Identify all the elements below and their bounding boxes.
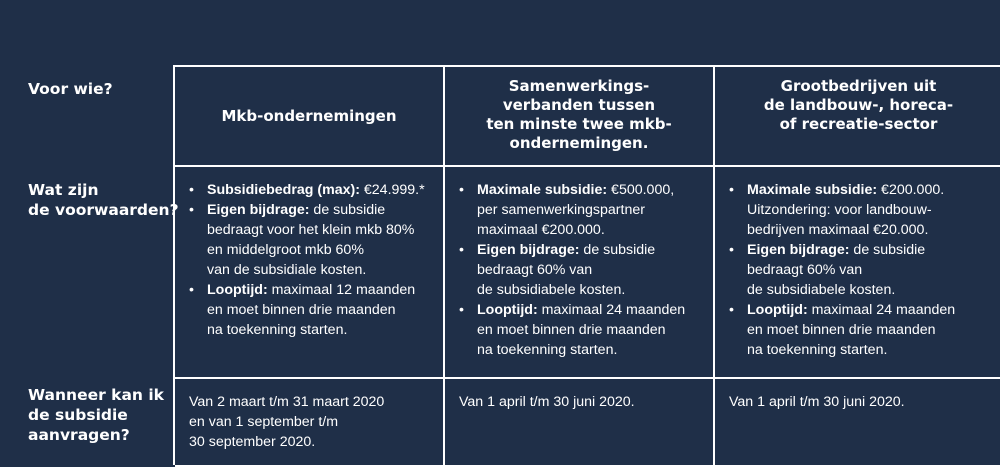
list-item: • Looptijd: maximaal 24 maanden en moet binnen drie maanden na toekenning starten.: [729, 302, 956, 358]
column-header-mkb: Mkb-ondernemingen: [175, 67, 445, 167]
list-item: • Eigen bijdrage: de subsidie bedraagt 60% van de subsidiabele kosten.: [729, 242, 926, 298]
column-header-samenwerking: Samenwerkings- verbanden tussen ten minste twee mkb- ondernemingen.: [445, 67, 715, 167]
conditions-list: [175, 167, 443, 340]
bullet-icon: •: [729, 182, 734, 198]
subsidy-table: [173, 65, 1000, 465]
list-item: • Eigen bijdrage: de subsidie bedraagt voor het klein mkb 80% en middelgroot mkb 60% van de subsidiale kosten.: [189, 202, 415, 278]
when-cell-samenwerking: Van 1 april t/m 30 juni 2020.: [445, 379, 715, 467]
list-item: • Maximale subsidie: €200.000. Uitzondering: voor landbouw- bedrijven maximaal €20.000.: [729, 182, 945, 238]
list-item: • Maximale subsidie: €500.000, per samenwerkingspartner maximaal €200.000.: [459, 182, 675, 238]
bullet-icon: •: [189, 202, 194, 218]
bullet-icon: •: [459, 242, 464, 258]
row-header-who: Voor wie?: [28, 80, 113, 98]
row-header-conditions: Wat zijn de voorwaarden?: [28, 181, 179, 219]
bullet-icon: •: [189, 182, 194, 198]
bullet-icon: •: [729, 302, 734, 318]
bullet-icon: •: [189, 282, 194, 298]
conditions-cell-mkb: [175, 167, 445, 379]
when-cell-mkb: Van 2 maart t/m 31 maart 2020 en van 1 september t/m 30 september 2020.: [175, 379, 445, 467]
conditions-list: [715, 167, 1000, 360]
list-item: • Looptijd: maximaal 12 maanden en moet binnen drie maanden na toekenning starten.: [189, 282, 416, 338]
list-item: • Eigen bijdrage: de subsidie bedraagt 60% van de subsidiabele kosten.: [459, 242, 656, 298]
list-item: • Looptijd: maximaal 24 maanden en moet binnen drie maanden na toekenning starten.: [459, 302, 686, 358]
bullet-icon: •: [729, 242, 734, 258]
row-header-when: Wanneer kan ik de subsidie aanvragen?: [28, 386, 164, 444]
conditions-cell-samenwerking: [445, 167, 715, 379]
bullet-icon: •: [459, 302, 464, 318]
when-cell-grootbedrijven: Van 1 april t/m 30 juni 2020.: [715, 379, 1000, 467]
bullet-icon: •: [459, 182, 464, 198]
column-header-grootbedrijven: Grootbedrijven uit de landbouw-, horeca- of recreatie-sector: [715, 67, 1000, 167]
list-item: • Subsidiebedrag (max): €24.999.*: [189, 182, 425, 198]
conditions-list: [445, 167, 713, 360]
conditions-cell-grootbedrijven: [715, 167, 1000, 379]
